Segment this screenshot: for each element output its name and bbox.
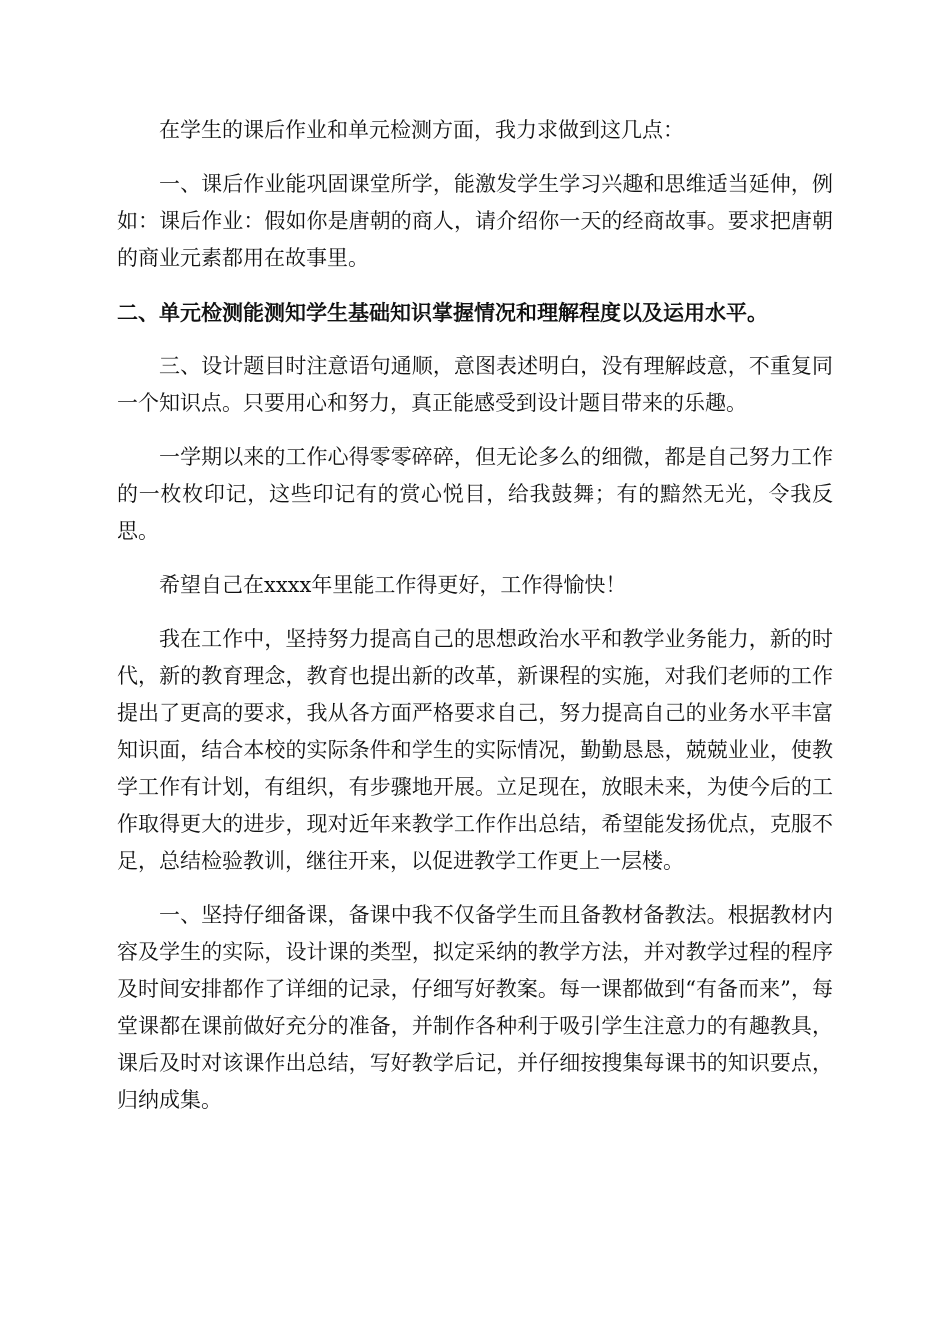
paragraph-hope: 希望自己在xxxx年里能工作得更好，工作得愉快！ xyxy=(159,573,627,597)
paragraph-lesson-prep: 一、坚持仔细备课，备课中我不仅备学生而且备教材备教法。根据教材内容及学生的实际，设计课的类型，拟定采纳的教学方法，并对教学过程的程序及时间安排都作了详细的记录，仔细写好教案。每一课都做到“有备而来”，每堂课都在课前做好充分的准备，并制作各种利于吸引学生注意力的有趣教具，课后及时对该课作出总结，写好教学后记，并仔细按搜集每课书的知识要点，归纳成集。 xyxy=(117,903,833,1112)
paragraph-point-3: 三、设计题目时注意语句通顺，意图表述明白，没有理解歧意，不重复同一个知识点。只要用心和努力，真正能感受到设计题目带来的乐趣。 xyxy=(117,354,833,415)
paragraph-work-summary: 我在工作中，坚持努力提高自己的思想政治水平和教学业务能力，新的时代，新的教育理念，教育也提出新的改革，新课程的实施，对我们老师的工作提出了更高的要求，我从各方面严格要求自己，努力提高自己的业务水平丰富知识面，结合本校的实际条件和学生的实际情况，勤勤恳恳，兢兢业业，使教学工作有计划，有组织，有步骤地开展。立足现在，放眼未来，为使今后的工作取得更大的进步，现对近年来教学工作作出总结，希望能发扬优点，克服不足，总结检验教训，继往开来，以促进教学工作更上一层楼。 xyxy=(117,627,833,873)
document-body xyxy=(117,112,833,1136)
paragraph-point-2-bold: 二、单元检测能测知学生基础知识掌握情况和理解程度以及运用水平。 xyxy=(117,300,768,325)
paragraph-point-1: 一、课后作业能巩固课堂所学，能激发学生学习兴趣和思维适当延伸，例如：课后作业：假如你是唐朝的商人，请介绍你一天的经商故事。要求把唐朝的商业元素都用在故事里。 xyxy=(117,172,833,270)
paragraph-reflection: 一学期以来的工作心得零零碎碎，但无论多么的细微，都是自己努力工作的一枚枚印记，这些印记有的赏心悦目，给我鼓舞；有的黯然无光，令我反思。 xyxy=(117,445,833,543)
paragraph-intro: 在学生的课后作业和单元检测方面，我力求做到这几点： xyxy=(159,118,684,142)
